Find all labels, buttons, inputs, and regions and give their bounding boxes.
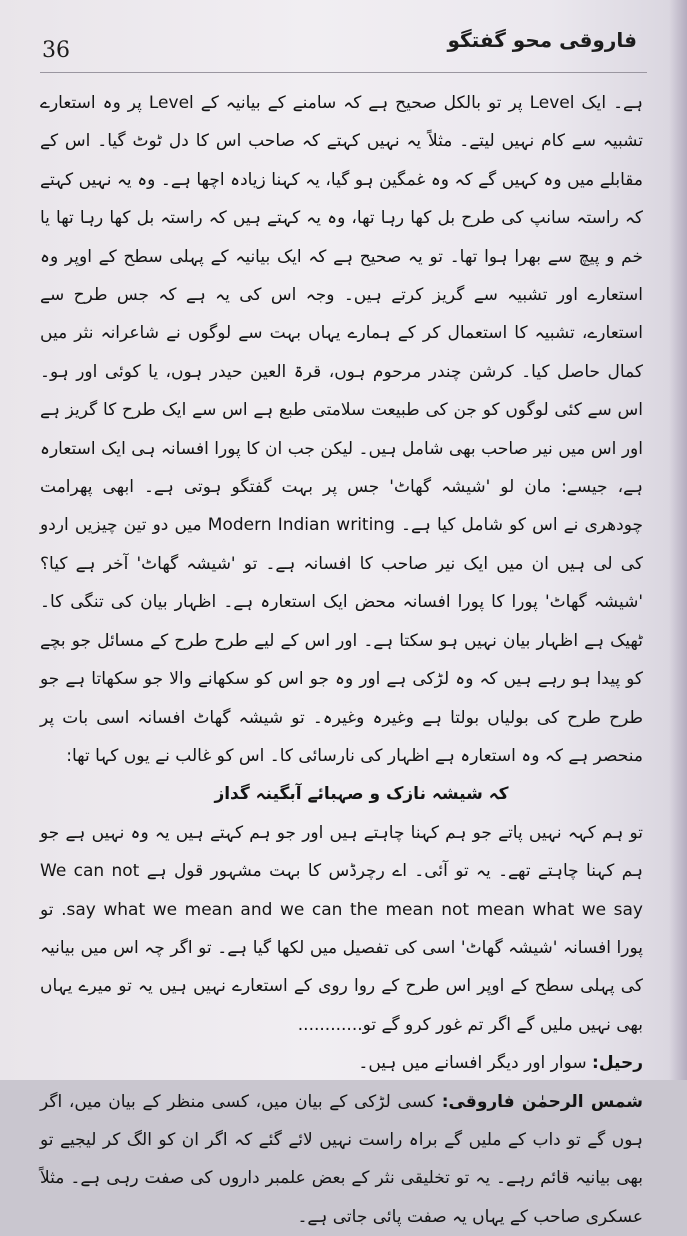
dialogue-faruqi — [40, 1083, 643, 1236]
page-number: 36 — [42, 38, 70, 63]
paragraph-2: تو ہم کہہ نہیں پاتے جو ہم کہنا چاہتے ہیں اور جو ہم کہتے ہیں یہ وہ نہیں ہے جو ہم کہنا چاہتے تھے۔ یہ تو آئی۔ اے رچرڈس کا بہت مشہور قول ہے We can not say what we mean and we can the mean not mean what we say. تو پورا افسانہ 'شیشہ گھاٹ' اسی کی تفصیل میں لکھا گیا ہے۔ تو اگر چہ اس میں بیانیہ کی پہلی سطح کے اوپر اس طرح کے روا روی کے استعارے نہیں ہیں یہ تو میرے یہاں بھی نہیں ملیں گے اگر تم غور کرو گے تو............ — [40, 822, 643, 1035]
binding-shadow — [669, 0, 687, 1080]
paragraph-1: ہے۔ ایک Level پر تو بالکل صحیح ہے کہ سامنے کے بیانیہ کے Level پر وہ استعارے تشبیہ سے کام نہیں لیتے۔ مثلاً یہ نہیں کہتے کہ صاحب اس کا دل ٹوٹ گیا۔ اس کے مقابلے میں وہ کہیں گے کہ وہ غمگین ہو گیا، یہ کہنا زیادہ اچھا ہے۔ وہ یہ نہیں کہتے کہ راستہ سانپ کی طرح بل کھا رہا تھا، وہ یہ کہتے ہیں کہ راستہ بل کھا رہا تھا یا خم و پیچ سے بھرا ہوا تھا۔ تو یہ صحیح ہے کہ ایک بیانیہ کے پہلی سطح کے اوپر وہ استعارے اور تشبیہ سے گریز کرتے ہیں۔ وجہ اس کی یہ ہے کہ جس طرح سے استعارے، تشبیہ کا استعمال کر کے ہمارے یہاں بہت سے لوگوں نے شاعرانہ نثر میں کمال حاصل کیا۔ کرشن چندر مرحوم ہوں، قرۃ العین حیدر ہوں، یا کوئی اور ہو۔ اس سے کئی لوگوں کو جن کی طبیعت سلامتی طبع ہے اس سے ایک طرح کا گریز ہے اور اس میں نیر صاحب بھی شامل ہیں۔ لیکن جب ان کا پورا افسانہ ہی ایک استعارہ ہے، جیسے: مان لو 'شیشہ گھاٹ' جس پر بہت گفتگو ہوتی ہے۔ ابھی پھرامت چودھری نے اس کو شامل کیا ہے۔ Modern Indian writing میں دو تین چیزیں اردو کی لی ہیں ان میں ایک نیر صاحب کا افسانہ ہے۔ تو 'شیشہ گھاٹ' آخر ہے کیا؟ 'شیشہ گھاٹ' پورا کا پورا افسانہ محض ایک استعارہ ہے۔ اظہار بیان کی تنگی کا۔ ٹھیک ہے اظہار بیان نہیں ہو سکتا ہے۔ اور اس کے لیے طرح طرح کے مسائل جو بچے کو پیدا ہو رہے ہیں کہ وہ لڑکی ہے اور وہ جو اس کو سکھانے والا جو سکھاتا ہے جو طرح طرح کی بولیاں بولتا ہے وغیرہ وغیرہ۔ تو شیشہ گھاٹ افسانہ اسی بات پر منحصر ہے کہ وہ استعارہ ہے اظہار کی نارسائی کا۔ اس کو غالب نے یوں کہا تھا: — [40, 93, 644, 766]
speaker-faruqi: شمس الرحمٰن فاروقی: — [441, 1091, 644, 1112]
header-rule — [40, 72, 647, 73]
ghalib-verse: کہ شیشہ نازک و صہبائے آبگینہ گداز — [214, 784, 509, 805]
speaker-raheel: رحیل: — [592, 1053, 643, 1074]
faruqi-line: کسی لڑکی کے بیان میں، کسی منظر کے بیان میں، اگر ہوں گے تو داب کے ملیں گے براہ راست نہیں لائے گئے کہ اگر ان کو الگ کر لیجیے تو بھی بیانیہ قائم رہے۔ یہ تو تخلیقی نثر کے بعض علمبر داروں کی صفت رہی ہے۔ مثلاً عسکری صاحب کے یہاں یہ صفت پائی جاتی ہے۔ — [40, 1091, 643, 1227]
body-text — [40, 84, 643, 1236]
running-head: فاروقی محو گفتگو — [447, 28, 637, 52]
raheel-line: سوار اور دیگر افسانے میں ہیں۔ — [358, 1053, 587, 1074]
dialogue-raheel — [40, 1044, 643, 1082]
